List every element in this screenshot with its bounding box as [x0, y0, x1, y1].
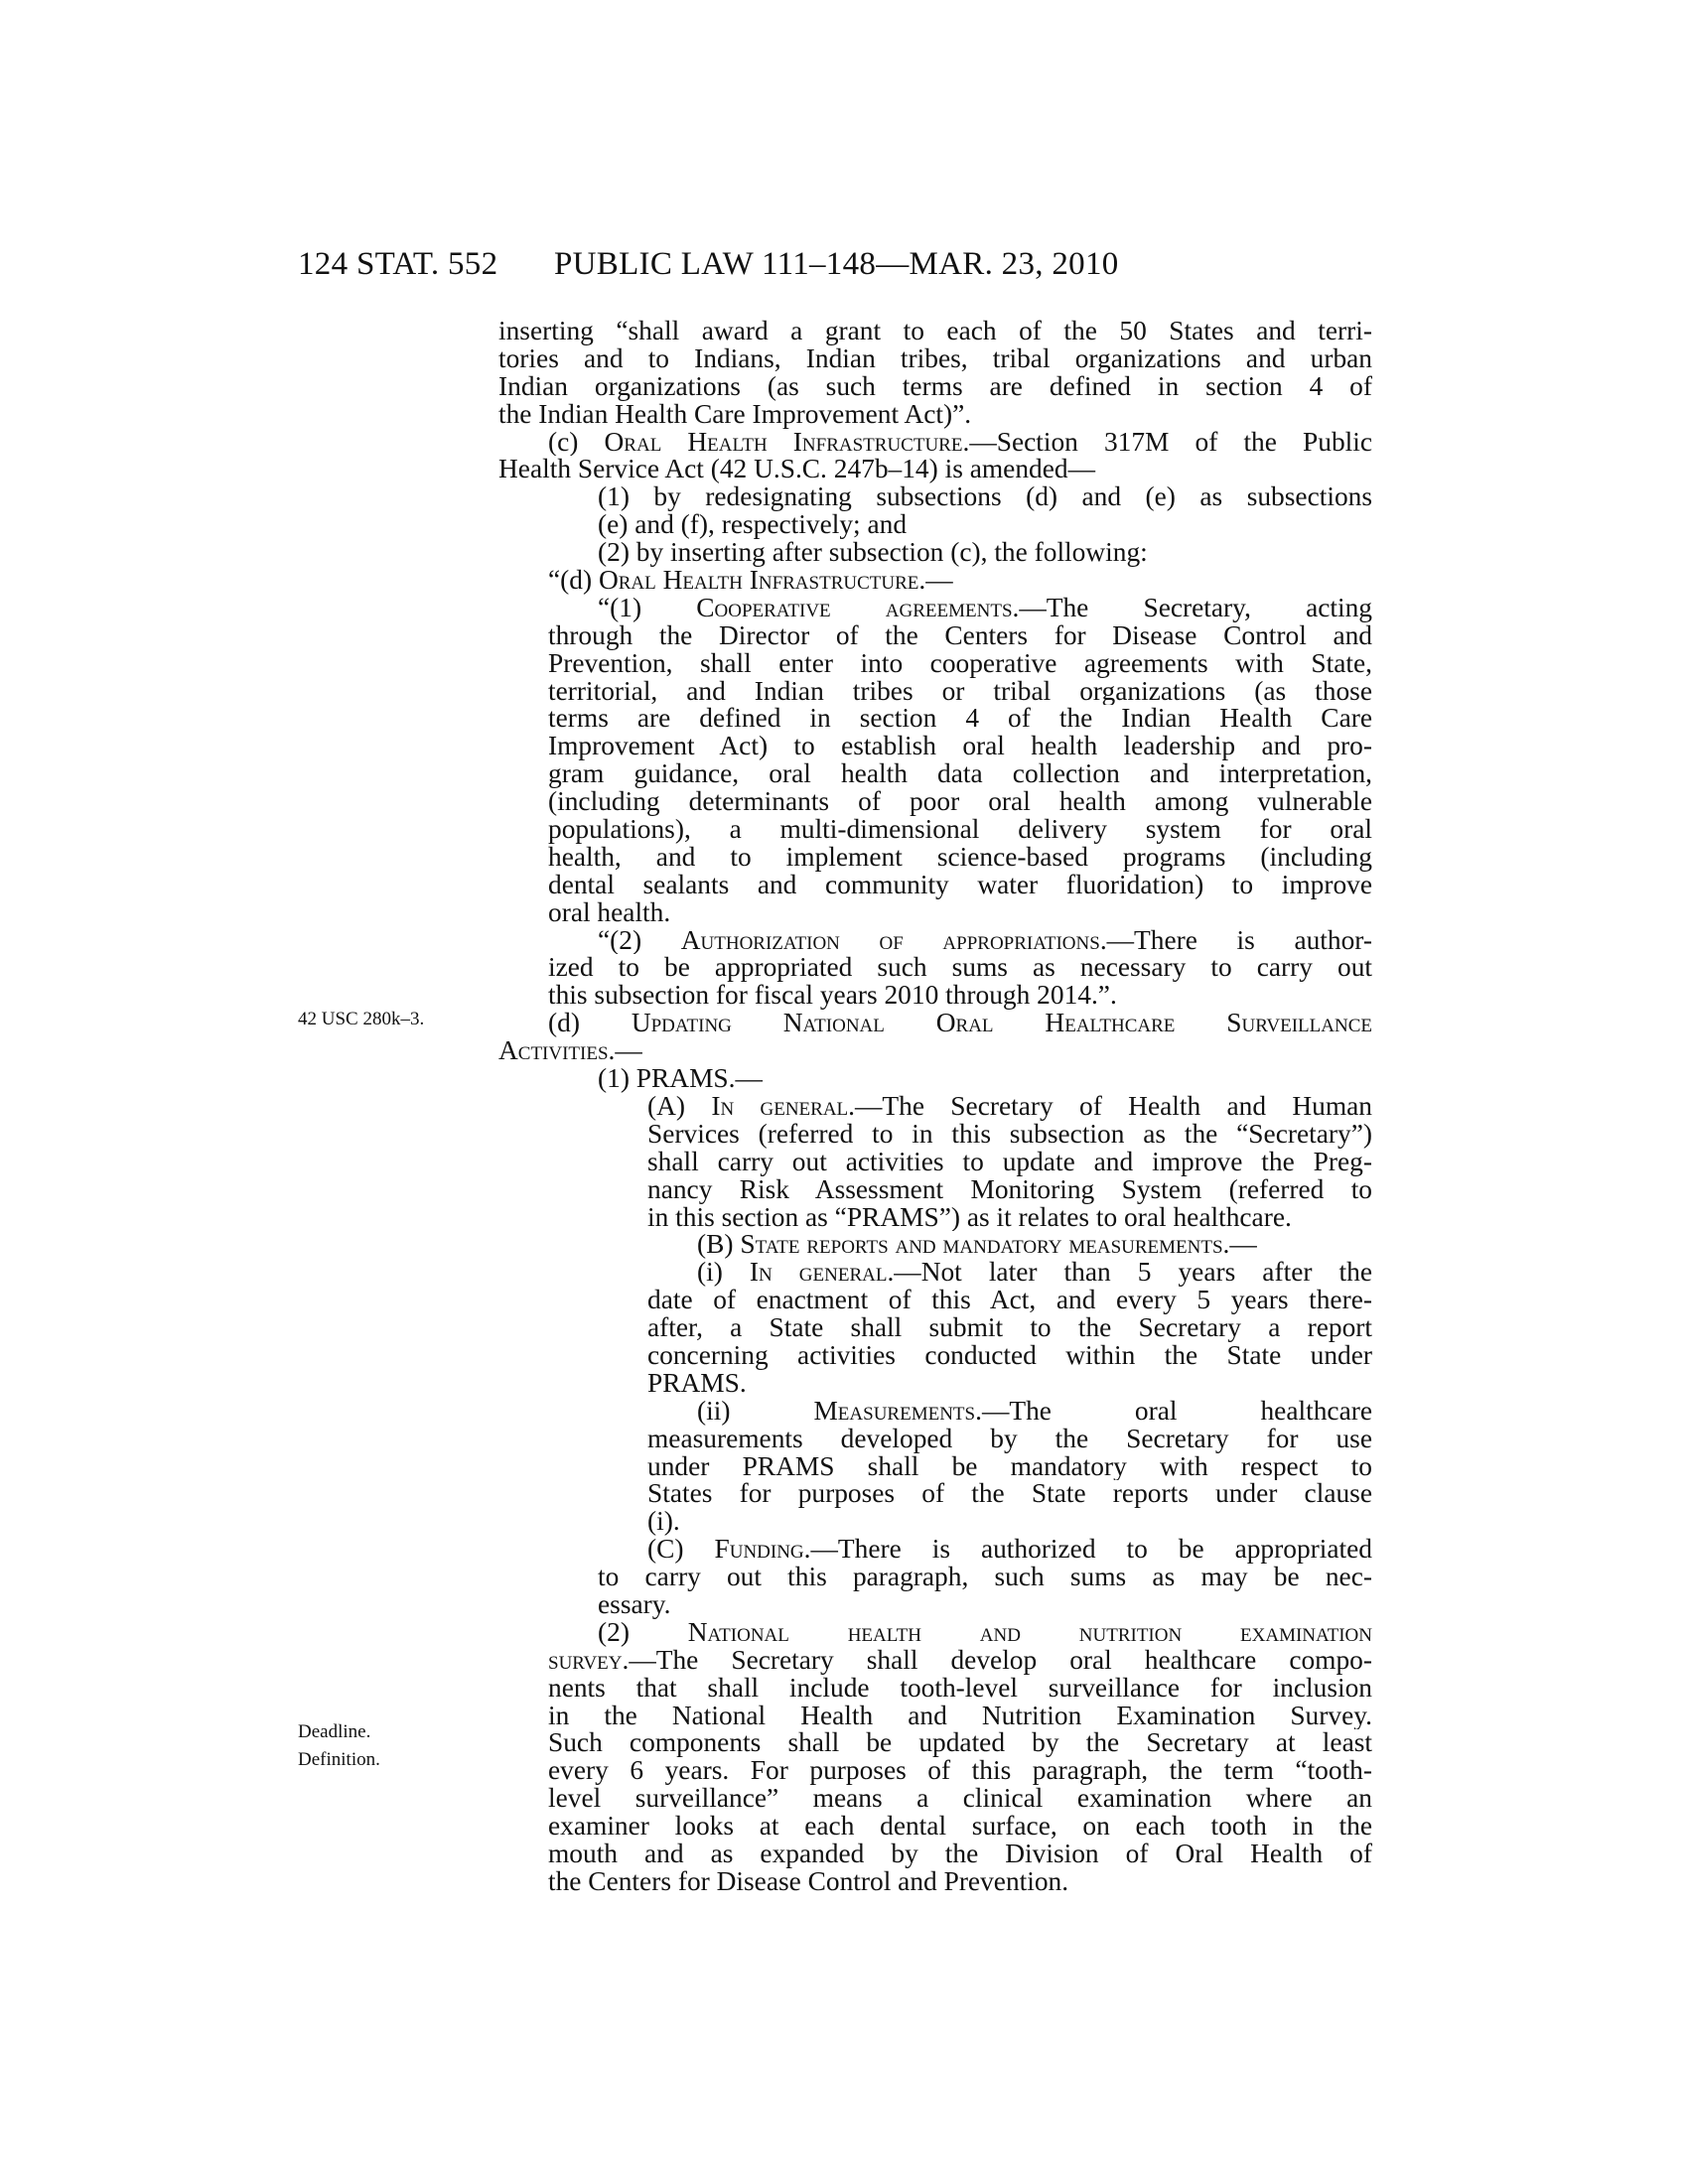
line-text: nancy Risk Assessment Monitoring System (referred to: [647, 1175, 1372, 1204]
line-prefix: “(2): [598, 926, 681, 955]
line-text: .—: [918, 567, 953, 595]
text-line: [498, 622, 1372, 650]
text-line: [498, 1426, 1372, 1453]
text-line: [498, 1121, 1372, 1149]
text-line: [498, 1536, 1372, 1564]
line-text: .—There is author-: [1099, 926, 1372, 955]
text-line: [498, 1785, 1372, 1813]
section-heading: National health and nutrition examination: [687, 1618, 1372, 1647]
text-line: [498, 1149, 1372, 1176]
line-text: measurements developed by the Secretary for use: [647, 1425, 1372, 1453]
text-line: [498, 1813, 1372, 1841]
line-text: .—The Secretary shall develop oral healthcare compo-: [622, 1646, 1372, 1675]
line-text: (2) by inserting after subsection (c), the following:: [598, 539, 1148, 568]
line-text: Such components shall be updated by the Secretary at least: [548, 1729, 1372, 1758]
line-prefix: (2): [598, 1618, 688, 1647]
line-text: PRAMS.: [647, 1369, 747, 1398]
line-text: (including determinants of poor oral health among vulnerable: [548, 788, 1372, 817]
text-line: [498, 678, 1372, 706]
line-text: to carry out this paragraph, such sums as may be nec-: [598, 1564, 1372, 1591]
text-line: [498, 318, 1372, 345]
stat-page-number: 124 STAT. 552: [298, 246, 498, 282]
text-line: [498, 1010, 1372, 1037]
text-line: [498, 1757, 1372, 1785]
line-text: States for purposes of the State reports under clause: [647, 1480, 1372, 1509]
text-line: [498, 1841, 1372, 1868]
line-prefix: “(d): [548, 567, 599, 595]
text-line: [498, 429, 1372, 457]
text-line: [498, 954, 1372, 982]
section-heading: In general: [711, 1092, 849, 1121]
text-line: [498, 844, 1372, 872]
line-text: Prevention, shall enter into cooperative agreements with State,: [548, 649, 1372, 678]
line-text: health, and to implement science-based programs (including: [548, 843, 1372, 872]
text-line: [498, 1647, 1372, 1675]
section-heading: Authorization of appropriations: [680, 926, 1100, 955]
page-header: [298, 246, 1370, 290]
line-prefix: (c): [548, 428, 605, 457]
text-line: [498, 872, 1372, 899]
text-line: [498, 456, 1372, 483]
line-text: (1) PRAMS.—: [598, 1065, 763, 1093]
text-line: [498, 1259, 1372, 1287]
line-text: .—: [608, 1037, 642, 1066]
document-body: [498, 318, 1372, 1896]
line-text: .—: [1222, 1231, 1257, 1260]
text-line: [498, 1729, 1372, 1757]
text-line: [498, 1176, 1372, 1204]
line-text: the Indian Health Care Improvement Act)”.: [498, 400, 972, 429]
line-text: shall carry out activities to update and improve the Preg-: [647, 1148, 1372, 1176]
section-heading: Oral Health Infrastructure: [598, 567, 919, 595]
text-line: [498, 816, 1372, 844]
line-text: .—There is authorized to be appropriated: [803, 1536, 1372, 1565]
line-text: essary.: [598, 1590, 671, 1619]
line-text: Indian organizations (as such terms are defined in section 4 of: [498, 372, 1372, 401]
line-text: date of enactment of this Act, and every 5 years there-: [647, 1287, 1372, 1315]
margin-note-deadline: Deadline.: [298, 1721, 371, 1742]
line-text: Improvement Act) to establish oral health leadership and pro-: [548, 733, 1372, 761]
line-text: (e) and (f), respectively; and: [598, 511, 908, 540]
line-text: under PRAMS shall be mandatory with respect to: [647, 1452, 1372, 1481]
text-line: [498, 1619, 1372, 1647]
section-heading: Updating National Oral Healthcare Surveillance: [631, 1010, 1372, 1038]
text-line: [498, 705, 1372, 733]
text-line: [498, 1508, 1372, 1536]
line-text: (1) by redesignating subsections (d) and (e) as subsections: [598, 483, 1372, 512]
text-line: [498, 1868, 1372, 1896]
line-text: .—Section 317M of the Public: [962, 428, 1372, 457]
line-text: Health Service Act (42 U.S.C. 247b–14) is amended—: [498, 456, 1095, 484]
section-heading: State reports and mandatory measurements: [740, 1231, 1223, 1260]
line-text: dental sealants and community water fluoridation) to improve: [548, 871, 1372, 899]
line-text: Services (referred to in this subsection as the “Secretary”): [647, 1120, 1372, 1149]
line-text: examiner looks at each dental surface, on each tooth in the: [548, 1813, 1372, 1841]
line-text: in this section as “PRAMS”) as it relates to oral healthcare.: [647, 1203, 1292, 1232]
text-line: [498, 1065, 1372, 1093]
text-line: [498, 483, 1372, 511]
line-text: oral health.: [548, 898, 671, 927]
text-line: [498, 539, 1372, 567]
margin-note-definition: Definition.: [298, 1749, 380, 1770]
text-line: [498, 1564, 1372, 1591]
line-text: terms are defined in section 4 of the Indian Health Care: [548, 705, 1372, 734]
line-text: territorial, and Indian tribes or tribal organizations (as those: [548, 677, 1372, 706]
text-line: [498, 1480, 1372, 1508]
text-line: [498, 1204, 1372, 1232]
line-prefix: (i): [697, 1259, 750, 1288]
text-line: [498, 1037, 1372, 1065]
line-text: nents that shall include tooth-level surveillance for inclusion: [548, 1674, 1372, 1703]
text-line: [498, 1370, 1372, 1398]
line-text: .—The Secretary, acting: [1012, 594, 1372, 622]
line-prefix: (d): [548, 1010, 632, 1038]
text-line: [498, 733, 1372, 760]
line-text: populations), a multi-dimensional delivery system for oral: [548, 816, 1372, 844]
line-text: level surveillance” means a clinical examination where an: [548, 1785, 1372, 1814]
text-line: [498, 567, 1372, 595]
line-text: in the National Health and Nutrition Examination Survey.: [548, 1702, 1372, 1730]
line-text: the Centers for Disease Control and Prevention.: [548, 1867, 1069, 1896]
line-text: mouth and as expanded by the Division of Oral Health of: [548, 1840, 1372, 1868]
line-prefix: (A): [647, 1092, 712, 1121]
text-line: [498, 650, 1372, 678]
line-text: .—The oral healthcare: [975, 1397, 1372, 1426]
text-line: [498, 401, 1372, 429]
text-line: [498, 1398, 1372, 1426]
section-heading: Measurements: [813, 1397, 976, 1426]
text-line: [498, 345, 1372, 373]
text-line: [498, 1591, 1372, 1619]
running-title: PUBLIC LAW 111–148—MAR. 23, 2010: [554, 246, 1119, 282]
section-heading: Activities: [498, 1037, 609, 1066]
text-line: [498, 511, 1372, 539]
section-heading: Funding: [714, 1536, 804, 1565]
text-line: [498, 899, 1372, 927]
line-prefix: (C): [647, 1536, 715, 1565]
section-heading: In general: [749, 1259, 888, 1288]
line-text: inserting “shall award a grant to each of the 50 States and terri-: [498, 318, 1372, 345]
section-heading: Oral Health Infrastructure: [604, 428, 963, 457]
text-line: [498, 1231, 1372, 1259]
section-heading: Cooperative agreements: [696, 594, 1013, 622]
line-text: .—Not later than 5 years after the: [887, 1259, 1372, 1288]
line-text: (i).: [647, 1508, 680, 1537]
text-line: [498, 1453, 1372, 1481]
text-line: [498, 373, 1372, 401]
text-line: [498, 1342, 1372, 1370]
line-text: gram guidance, oral health data collection and interpretation,: [548, 760, 1372, 789]
line-prefix: (ii): [697, 1397, 814, 1426]
line-text: .—The Secretary of Health and Human: [848, 1092, 1372, 1121]
section-heading: survey: [548, 1646, 623, 1675]
text-line: [498, 927, 1372, 955]
line-text: through the Director of the Centers for Disease Control and: [548, 621, 1372, 650]
line-text: ized to be appropriated such sums as necessary to carry out: [548, 954, 1372, 983]
text-line: [498, 1093, 1372, 1121]
text-line: [498, 788, 1372, 816]
line-text: concerning activities conducted within the State under: [647, 1341, 1372, 1370]
text-line: [498, 1314, 1372, 1342]
text-line: [498, 982, 1372, 1010]
line-text: this subsection for fiscal years 2010 through 2014.”.: [548, 982, 1117, 1011]
text-line: [498, 1675, 1372, 1703]
margin-note-usc-citation: 42 USC 280k–3.: [298, 1009, 425, 1029]
line-prefix: “(1): [598, 594, 697, 622]
text-line: [498, 760, 1372, 788]
text-line: [498, 595, 1372, 622]
text-line: [498, 1703, 1372, 1730]
line-text: after, a State shall submit to the Secretary a report: [647, 1314, 1372, 1342]
line-prefix: (B): [697, 1231, 741, 1260]
line-text: tories and to Indians, Indian tribes, tribal organizations and urban: [498, 344, 1372, 373]
text-line: [498, 1287, 1372, 1314]
line-text: every 6 years. For purposes of this paragraph, the term “tooth-: [548, 1757, 1372, 1786]
